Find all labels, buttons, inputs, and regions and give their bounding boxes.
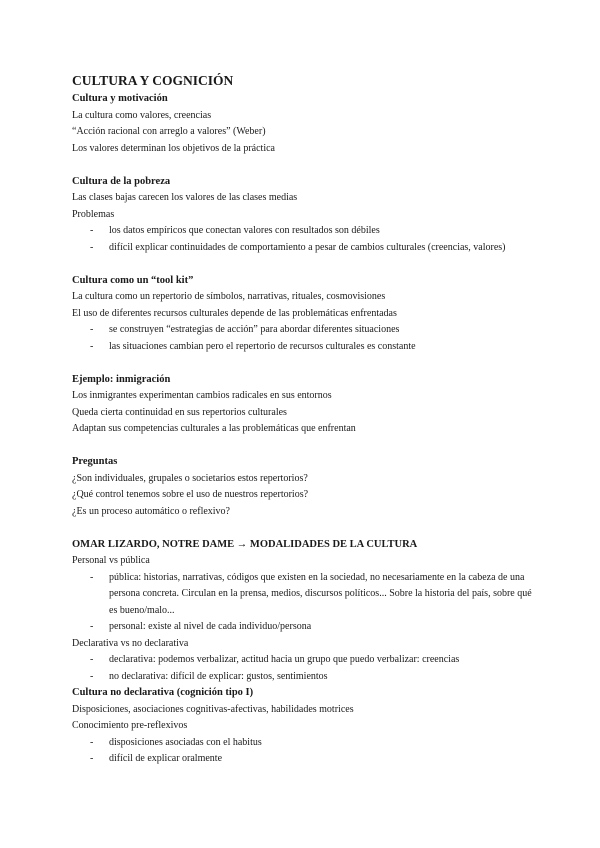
document-page [72, 72, 542, 768]
bullet-list [72, 322, 542, 355]
dash-marker: - [90, 654, 94, 665]
dash-marker: - [90, 621, 94, 632]
text-line: Las clases bajas carecen los valores de las clases medias [72, 192, 298, 203]
list-item: - no declarativa: difícil de explicar: gustos, sentimientos [72, 669, 542, 686]
bullet-list [72, 652, 542, 685]
list-item: - pública: historias, narrativas, códigos que existen en la sociedad, no necesariamente en la cabeza de una persona concreta. Circulan en la prensa, medios, discursos políticos... Sobre la historia del país, sobre qué es bueno/malo... [90, 571, 532, 616]
text-line: Problemas [72, 208, 115, 220]
dash-marker: - [90, 241, 94, 253]
text-line: Los inmigrantes experimentan cambios radicales en sus entornos [72, 390, 332, 401]
dash-marker: - [90, 225, 94, 236]
section-heading-lizardo: OMAR LIZARDO, NOTRE DAME → MODALIDADES DE LA CULTURA [72, 538, 418, 550]
list-item: - las situaciones cambian pero el repertorio de recursos culturales es constante [72, 339, 542, 356]
text-line: La cultura como valores, creencias [72, 109, 212, 121]
bullet-list [72, 223, 542, 256]
text-line: ¿Qué control tenemos sobre el uso de nuestros repertorios? [72, 489, 309, 500]
text-line: Conocimiento pre-reflexivos [72, 720, 188, 731]
dash-marker: - [90, 736, 94, 748]
section-heading-inmigracion: Ejemplo: inmigración [72, 373, 171, 385]
list-item: - difícil de explicar oralmente [72, 751, 542, 768]
section-heading-pobreza: Cultura de la pobreza [72, 175, 171, 187]
dash-marker: - [90, 571, 94, 583]
text-line: El uso de diferentes recursos culturales depende de las problemáticas enfrentadas [72, 307, 397, 319]
dash-marker: - [90, 670, 94, 682]
list-item: - difícil explicar continuidades de comportamiento a pesar de cambios culturales (creencias, valores) [72, 240, 542, 257]
document-title: CULTURA Y COGNICIÓN [72, 73, 234, 88]
text-line: La cultura como un repertorio de símbolos, narrativas, rituales, cosmovisiones [72, 291, 386, 302]
text-line: Adaptan sus competencias culturales a las problemáticas que enfrentan [72, 423, 356, 434]
text-line: Personal vs pública [72, 555, 150, 566]
list-item: - se construyen “estrategias de acción” para abordar diferentes situaciones [72, 322, 542, 339]
bullet-list [72, 570, 542, 636]
bullet-list [72, 735, 542, 768]
text-line: Disposiciones, asociaciones cognitivas-afectivas, habilidades motrices [72, 703, 354, 715]
section-heading-no-declarativa: Cultura no declarativa (cognición tipo I) [72, 687, 254, 698]
dash-marker: - [90, 340, 94, 352]
list-item: - personal: existe al nivel de cada individuo/persona [72, 619, 542, 636]
list-item: - declarativa: podemos verbalizar, actitud hacia un grupo que puedo verbalizar: creencias [72, 652, 542, 669]
section-heading-motivacion: Cultura y motivación [72, 93, 168, 104]
text-line: Queda cierta continuidad en sus repertorios culturales [72, 406, 287, 418]
list-item: - los datos empíricos que conectan valores con resultados son débiles [72, 223, 542, 240]
dash-marker: - [90, 753, 94, 764]
text-line: Los valores determinan los objetivos de la práctica [72, 142, 275, 154]
section-heading-tool-kit: Cultura como un “tool kit” [72, 274, 194, 286]
text-line: Declarativa vs no declarativa [72, 637, 189, 649]
dash-marker: - [90, 324, 94, 335]
text-line: ¿Son individuales, grupales o societarios estos repertorios? [72, 472, 308, 484]
text-line: “Acción racional con arreglo a valores” (Weber) [72, 126, 266, 137]
text-line: ¿Es un proceso automático o reflexivo? [72, 505, 230, 517]
list-item: - disposiciones asociadas con el habitus [72, 735, 542, 752]
section-heading-preguntas: Preguntas [72, 456, 118, 467]
